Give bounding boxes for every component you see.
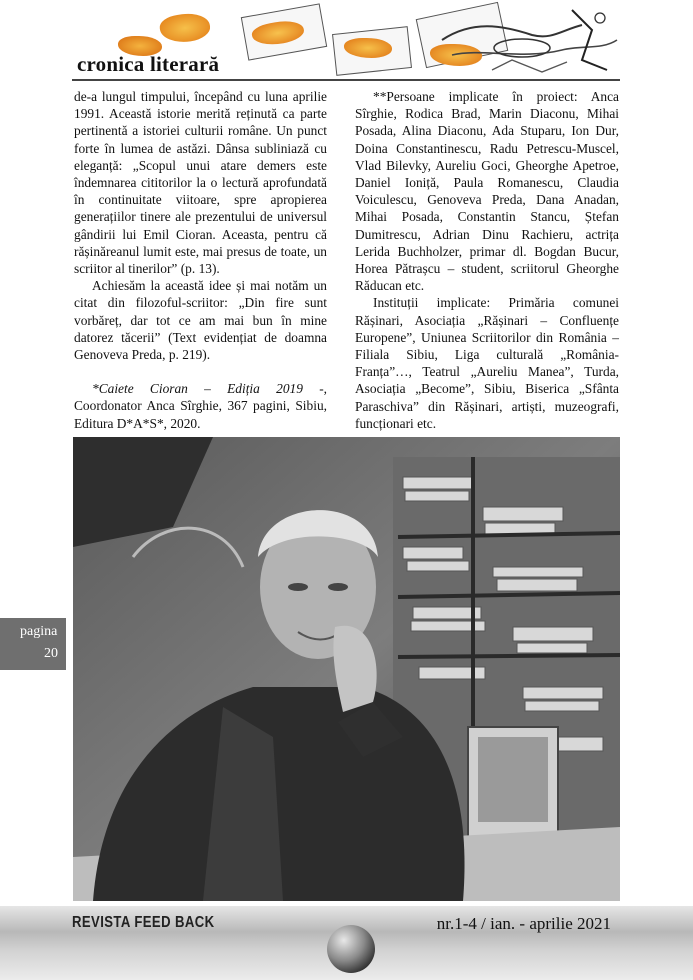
left-column bbox=[74, 88, 327, 432]
header-underline bbox=[72, 79, 620, 81]
page-label: pagina bbox=[20, 624, 58, 639]
right-paragraph-institutions: Instituții implicate: Primăria comunei Rășinari, Asociația „Rășinari – Confluențe Europene”, Uniunea Scriitorilor din România – Filiala Sibiu, Liga culturală „România-Franța”…, Teatrul „Aureliu Manea”, Turda, Asociația „Become”, Sibiu, Biserica „Sfânta Paraschiva” din Rășinari, artiști, muzeografi, funcționari etc. bbox=[355, 295, 619, 431]
right-column bbox=[355, 88, 619, 432]
page-number: 20 bbox=[44, 646, 58, 661]
portrait-photograph bbox=[73, 437, 620, 901]
page-number-tab bbox=[0, 618, 66, 670]
photo-drawing bbox=[73, 437, 620, 901]
left-paragraph-2: Achiesăm la această idee și mai notăm un citat din filozoful-scriitor: „Din fire sunt vorbăreț, dar tot ce am mai bun în mine datorez tăcerii” (Text evidențiat de doamna Genoveva Preda, p. 219). bbox=[74, 278, 327, 363]
orange-splash-1 bbox=[158, 11, 211, 46]
footnote-book-title: *Caiete Cioran – Ediția 2019 bbox=[92, 381, 303, 397]
header-banner bbox=[72, 0, 620, 82]
ink-sketch-illustration bbox=[432, 0, 620, 80]
footnote-citation bbox=[74, 380, 327, 432]
issue-info: nr.1-4 / ian. - aprilie 2021 bbox=[436, 914, 611, 933]
sphere-logo bbox=[327, 925, 375, 973]
right-paragraph-people: **Persoane implicate în proiect: Anca Sîrghie, Rodica Brad, Marin Diaconu, Mihai Posada, Alina Diaconu, Ada Stuparu, Ion Dur, Doina Constantinescu, Radu Petrescu-Muscel, Vlad Bilevky, Aureliu Goci, Gheorghe Apetroe, Daniel Ioniță, Paula Romanescu, Claudia Voiculescu, Genoveva Preda, Dana Anadan, Mihai Posada, Constantin Stancu, Ștefan Dumitrescu, Adrian Dinu Rachieru, actrița Lerida Buchholzer, primar dl. Bogdan Bucur, Horea Pătrașcu – student, scriitorul Gheorghe Răducan etc. bbox=[355, 89, 619, 294]
footnote-details: -, Coordonator Anca Sîrghie, 367 pagini, Sibiu, Editura D*A*S*, 2020. bbox=[74, 381, 328, 431]
brand-title: cronica literară bbox=[77, 52, 220, 76]
magazine-name: REVISTA FEED BACK bbox=[72, 914, 215, 931]
left-paragraph-1: de-a lungul timpului, începând cu luna aprilie 1991. Această istorie merită reținută ca parte pertinentă a istoriei culturii române. Un punct forte în lumea de astăzi. Dânsa subliniază cu eleganță: „Scopul unui atare demers este îndemnarea cititorilor la o lectură aprofundată în continuitate viitoare, spre apropierea generațiilor tinere ale prezentului de universul gândirii lui Emil Cioran. Aceasta, pentru că rășinăreanul lumit este, mai presus de toate, un scriitor al tinerilor” (p. 13). bbox=[74, 89, 327, 277]
